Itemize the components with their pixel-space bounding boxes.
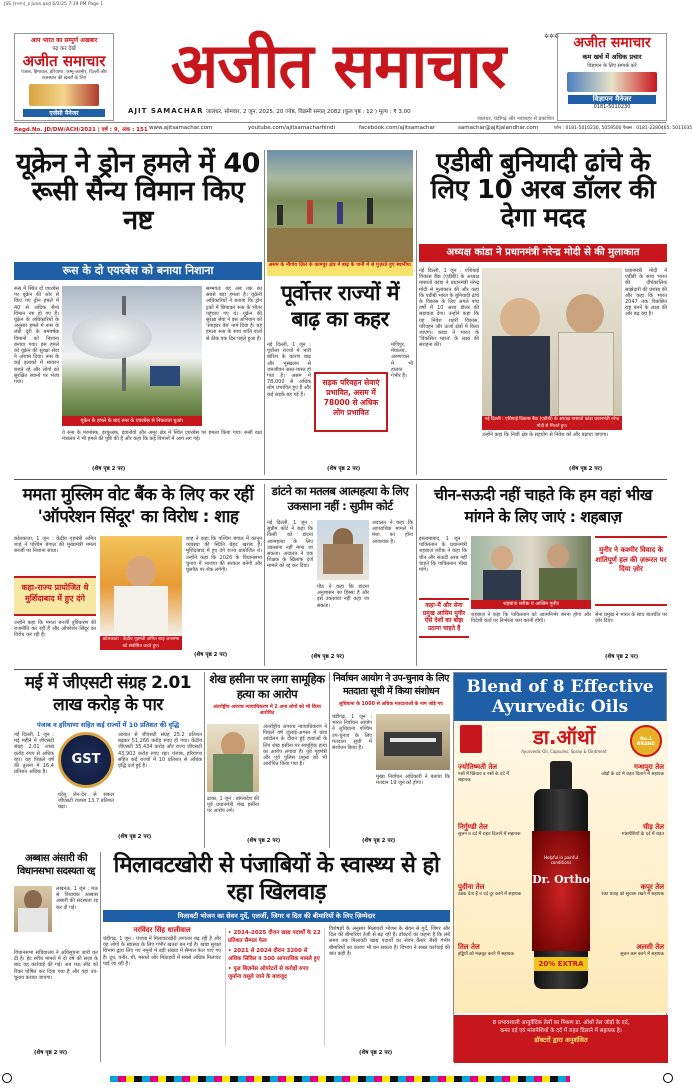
subhead-hasina: अंतर्राष्ट्रीय अपराध न्यायाधिकरण में 2 अन्य लोगों को भी किया आरोपित [213, 705, 321, 716]
subhead-ukraine: रूस के दो एयरबेस को बनाया निशाना [14, 262, 262, 280]
email-link[interactable]: samachar@ajitjalandhar.com [458, 125, 539, 131]
ad-badge [630, 725, 662, 757]
ad-extra: 20% EXTRA [534, 957, 588, 971]
right-ad-strip: विज्ञापन मैनेजर [568, 95, 656, 104]
adb-column1: नई दिल्ली, 1 जून : एशियाई विकास बैंक (एडीबी) के अध्यक्ष मासातो कांडा ने प्रधानमंत्री नरेन्द्र मोदी से मुलाकात की और कहा कि एडीबी भारत के बुनियादी ढांचे के विकास के लिए अगले पांच वर्षों में 10 अरब डॉलर की सहायता देगा। उन्होंने कहा कि यह निवेश शहरी विकास, परिवहन और ऊर्जा क्षेत्रों में किया जाएगा। कांडा ने भारत के 'विकसित भारत' के लक्ष्य की सराहना की। [419, 268, 479, 349]
subhead-ec: लुधियाना के 1000 से अधिक मतदाताओं के नाम जोड़े गए [339, 702, 443, 707]
ec-column2: मुख्य निर्वाचन अधिकारी ने बताया कि मतदान 19 जून को होगा। [376, 774, 450, 787]
flood-photo-caption: असम के नौगांव ज़िले के कामपुर क्षेत्र में बाढ़ के पानी में से गुज़रते हुए स्थानीय। [267, 262, 413, 276]
bullet2-text: 2021 से 2024 दौरान 3200 से अधिक सिविल व 300 आपराधिक मामले हुए [228, 948, 320, 962]
print-slug: JSS (२०२५)_३ June.qxd 6/2/25 7:19 PM Page 1 [4, 2, 104, 7]
ad-oils-left [458, 763, 522, 1003]
registration-mark [2, 1073, 12, 1083]
hasina-photo [207, 724, 259, 792]
adulter-bullet3: • फूड बिज़नेस ऑपरेटरों से करोड़ों रुपए जुर्माना वसूले जाने के बावजूद [228, 966, 309, 980]
oil-desc: रक्त प्रवाह को सुचारू रखने में सहायक [601, 892, 664, 897]
sc-column2: पीठ ने कहा कि डांटना अनुशासन का हिस्सा है और इसे उकसावा नहीं कहा जा सकता। [317, 584, 369, 609]
left-ad-top: आप भारत का सम्पूर्ण अखबार [30, 37, 98, 44]
oil-name: तिल तेल [458, 943, 480, 951]
shah-pullquote-text: कहा-राज्य प्रायोजित थे मुर्शिदाबाद में हुए दंगे [21, 583, 89, 603]
gst-logo [58, 732, 114, 788]
right-ad-image [567, 72, 657, 92]
oil-item [600, 943, 664, 1003]
headline-ec: निर्वाचन आयोग ने उप-चुनाव के लिए मतदाता सूची में किया संशोधन [333, 673, 449, 697]
abbas-continue: (शेष पृष्ठ 2 पर) [34, 1050, 68, 1056]
sc-photo [317, 520, 369, 580]
adulter-column3: विशेषज्ञों के अनुसार मिलावटी भोजन के सेवन से गुर्दे, जिगर और दिल की बीमारियां तेज़ी से बढ़ रही हैं। डॉक्टरों का कहना है कि लंबे समय तक मिलावटी खाद्य पदार्थों का सेवन कैंसर जैसी गंभीर बीमारियों का कारण भी बन सकता है। विभाग ने सख्त कार्रवाई की बात कही है। [329, 926, 450, 957]
ayurvedic-ad[interactable] [453, 672, 667, 1062]
abbas-photo [14, 886, 52, 932]
oil-desc: ठंडक देता है व दर्द दूर करने में सहायक [458, 892, 522, 897]
shehbaz-column1: इस्लामाबाद, 1 जून : पाकिस्तान के प्रधानमंत्री शहबाज़ शरीफ़ ने कहा कि चीन और सऊदी अरब नहीं चाहते कि पाकिस्तान भीख मांगे। [419, 536, 467, 574]
shehbaz-photo-caption: शहबाज़ शरीफ़ व आसिम मुनीर [471, 600, 591, 609]
oil-desc: हड्डियों को मज़बूत करने में सहायक [458, 952, 514, 957]
color-registration-bar [110, 1076, 570, 1082]
oil-desc: जोड़ों के दर्द में राहत दिलाने में सहायक [601, 772, 664, 777]
hasina-column1: ढाका, 1 जून : बांग्लादेश की पूर्व प्रधानमंत्री शेख हसीना पर आरोप लगे। [207, 796, 259, 815]
tagline: जालंधर, चंडीगढ़ और नवांशहर से प्रकाशित [477, 116, 554, 122]
oil-item [458, 763, 522, 823]
info-bar [14, 122, 692, 134]
adulter-bullets [225, 928, 325, 1046]
adb-continue: (शेष पृष्ठ 2 पर) [569, 466, 603, 472]
youtube-link[interactable]: youtube.com/ajitsamacharhindi [248, 125, 336, 131]
story-abbas [14, 852, 98, 1062]
shehbaz-continue: (शेष पृष्ठ 2 पर) [605, 654, 639, 660]
shehbaz-pullquote [419, 598, 469, 638]
story-election [332, 672, 450, 848]
shehbaz-column2: शहबाज़ ने कहा कि पाकिस्तान को आत्मनिर्भर बनना होगा और विदेशी कर्ज़ पर निर्भरता कम करनी होगी। [471, 612, 591, 625]
hasina-column2: अंतर्राष्ट्रीय अपराध न्यायाधिकरण ने पिछले वर्ष जुलाई-अगस्त में छात्र आंदोलन के दौरान हुई हत्याओं के लिए शेख हसीना पर सामूहिक हत्या का आरोप लगाया है। पूर्व गृहमंत्री और पूर्व पुलिस प्रमुख को भी आरोपित किया गया है। [263, 724, 327, 768]
adulter-bullet2: • 2021 से 2024 दौरान 3200 से अधिक सिविल व 300 आपराधिक मामले हुए [228, 948, 320, 962]
adb-photo-caption: नई दिल्ली : एशियाई विकास बैंक (एडीबी) के अध्यक्ष मासातो कांडा प्रधानमंत्री नरेन्द्र मोदी से मिलते हुए। [482, 416, 622, 430]
oil-item [600, 763, 664, 823]
headline-shehbaz: चीन-सऊदी नहीं चाहते कि हम वहां भीख मांगने के लिए जाएं : शहबाज़ [434, 486, 652, 526]
headline-adulteration: मिलावटखोरी से पंजाबियों के स्वास्थ्य से हो रहा खिलवाड़ [113, 853, 440, 905]
oil-desc: नसों में खिंचाव व नसों के दर्द में सहायक [458, 772, 509, 783]
shah-continue: (शेष पृष्ठ 2 पर) [194, 652, 228, 658]
facebook-link[interactable]: facebook.com/ajitsamachar [359, 125, 436, 131]
ad-bottle-tag: Helpful in painful conditions [543, 855, 579, 865]
northeast-continue: (शेष पृष्ठ 2 पर) [327, 466, 361, 472]
adulter-bullet1: • 2024-2025 दौरान खाद्य पदार्थों के 22 प्रतिशत सैम्पल फेल [228, 930, 321, 944]
shehbaz-side-note-text: मुनीर ने कश्मीर विवाद के शांतिपूर्ण हल की ज़रूरत पर दिया ज़ोर [595, 546, 667, 573]
shah-column1b: उन्होंने कहा कि ममता बनर्जी तुष्टिकरण की राजनीति कर रही हैं और ऑपरेशन सिंदूर का विरोध कर रही हैं। [14, 620, 96, 639]
oil-item [458, 883, 522, 943]
shah-photo-caption: कोलकाता : केंद्रीय गृहमंत्री अमित शाह जनसभा को संबोधित करते हुए। [100, 636, 182, 650]
ukraine-photo-caption: यूक्रेन के हमले के बाद रूस के एयरबेस से निकलता धुआं। [62, 416, 202, 426]
ec-column1: चंडीगढ़, 1 जून : भारत निर्वाचन आयोग ने लुधियाना पश्चिम उप-चुनाव के लिए मतदाता सूची में संशोधन किया है। [332, 714, 372, 752]
oil-item [600, 823, 664, 883]
left-ad-title: अजीत समाचार [22, 52, 106, 70]
ad-footer [454, 1015, 668, 1063]
shah-column1: कोलकाता, 1 जून : केंद्रीय गृहमंत्री अमित शाह ने पश्चिम बंगाल की मुख्यमंत्री ममता बनर्जी पर निशाना साधा। [14, 536, 96, 555]
story-northeast [267, 280, 413, 475]
byline-adulteration: नरविंदर सिंह धालीवाल [133, 926, 191, 934]
regd-number: Regd.No. JD/DW/ACH/2021 | वर्ष : 9, अंक : 151 [14, 127, 148, 133]
adulter-continue: (शेष पृष्ठ 2 पर) [359, 1050, 393, 1056]
oil-name: पुदीना तेल [458, 883, 485, 891]
sc-column1: नई दिल्ली, 1 जून : सुप्रीम कोर्ट ने कहा कि किसी को डांटना आत्महत्या के लिए उकसाना नहीं माना जा सकता। अदालत ने एक शिक्षक के खिलाफ दर्ज मामले को रद्द कर दिया। [267, 520, 313, 570]
oil-item [458, 823, 522, 883]
ad-bottle-brand: Dr. Ortho [532, 873, 590, 886]
ukraine-column-bottom: ये रूस के मरमांस्क, इरकुत्स्क, इवानोवो और अमूर क्षेत्र में स्थित एयरबेस पर हमला किया गया। रूसी रक्षा मंत्रालय ने भी हमले की पुष्टि की है और कहा कि कई विमानों में आग लग गई। [62, 430, 262, 443]
ad-footer-line1: 8 प्रभावशाली आयुर्वेदिक तेलों का मिश्रण डा. ऑर्थो तेल जोड़ों के दर्द, [492, 1020, 630, 1026]
ukraine-continue: (शेष पृष्ठ 2 पर) [92, 466, 126, 472]
ukraine-photo [62, 286, 202, 416]
oil-name: कपूर तेल [640, 883, 664, 891]
story-ukraine [14, 150, 262, 475]
sc-continue: (शेष पृष्ठ 2 पर) [311, 654, 345, 660]
hasina-continue: (शेष पृष्ठ 2 पर) [247, 838, 281, 844]
left-ad-mid: पढ़ कर देखें [52, 46, 76, 52]
adb-photo [482, 268, 622, 416]
ad-brand-sub: Ayurvedic Oil, Capsules, Spray & Ointment [521, 749, 607, 754]
left-masthead-ad [14, 33, 114, 121]
phone-line: फोन : 0181-5010230, 5059500 फैक्स : 0181-2280465, 5011035 [554, 126, 692, 131]
story-adulteration [103, 852, 450, 1062]
right-ad-line1: कम खर्च में अधिक प्रचार [582, 53, 642, 61]
right-masthead-ad [557, 33, 667, 121]
adulter-column1: चंडीगढ़, 1 जून : पंजाब में मिलावटखोरी लगातार बढ़ रही है और यह लोगों के स्वास्थ्य के लिए गंभीर खतरा बन गई है। खाद्य सुरक्षा विभाग द्वारा लिए गए नमूनों में बड़ी संख्या में सैम्पल फेल पाए गए हैं। दूध, पनीर, घी, मसाले और मिठाइयों में सबसे अधिक मिलावट पाई जा रही है। [103, 936, 221, 967]
shah-pullquote [14, 576, 96, 616]
oil-name: चीड़ तेल [642, 823, 664, 831]
sc-column3: अदालत ने कहा कि आपराधिक मामले में मंशा का होना आवश्यक है। [372, 520, 413, 545]
ad-title: Blend of 8 Effective Ayurvedic Oils [454, 673, 666, 721]
ad-body [454, 721, 668, 1013]
subhead-gst: पंजाब व हरियाणा सहित कई राज्यों में 10 प्रतिशत की वृद्धि [36, 721, 180, 729]
northeast-column3: मणिपुर, मेघालय, अरुणाचल में भी हालात गंभीर हैं। [391, 342, 413, 380]
northeast-callout [314, 372, 388, 432]
oil-item [600, 883, 664, 943]
website-link[interactable]: www.ajitsamachar.com [149, 125, 213, 131]
story-shah [14, 484, 262, 666]
ec-photo [376, 714, 450, 770]
story-gst [14, 672, 202, 848]
dateline: जालंधर, सोमवार, 2 जून, 2025, 20 ज्येष्ठ, विक्रमी सम्वत् 2082 (कुल पृष्ठ : 12 ) मूल्य : ₹ 3.00 [206, 109, 411, 115]
headline-sc: डांटने का मतलब आत्महत्या के लिए उकसाना नहीं : सुप्रीम कोर्ट [271, 484, 409, 513]
subhead-adb: अध्यक्ष कांडा ने प्रधानमंत्री नरेन्द्र मोदी से की मुलाकात [419, 244, 667, 262]
abbas-column1: लखनऊ, 1 जून : मऊ से विधायक अब्बास अंसारी की सदस्यता रद्द कर दी गई। [56, 886, 98, 911]
gst-column3: आयात से जीएसटी संग्रह 25.2 प्रतिशत बढ़कर 51,266 करोड़ रुपए हो गया। केंद्रीय जीएसटी 35,434 करोड़ और राज्य जीएसटी 43,902 करोड़ रुपए रहा। पंजाब, हरियाणा सहित कई राज्यों में 10 प्रतिशत से अधिक वृद्धि दर्ज हुई है। [118, 732, 202, 770]
adb-column3: प्रधानमंत्री मोदी ने एडीबी के साथ भारत की दीर्घकालिक साझेदारी की प्रशंसा की और कहा कि भारत 2047 तक विकसित राष्ट्र बनने के लक्ष्य की ओर बढ़ रहा है। [625, 268, 667, 318]
story-supreme-court [267, 484, 413, 666]
shehbaz-pullquote-text: कहा-मैं और सेना प्रमुख आसिम मुनीर ऐसे देशों का बोझ उठाना चाहते हैं [422, 602, 466, 632]
headline-adb: एडीबी बुनियादी ढांचे के लिए 10 अरब डॉलर की देगा मदद [430, 148, 656, 233]
gst-continue: (शेष पृष्ठ 2 पर) [118, 834, 152, 840]
oil-item [458, 943, 522, 1003]
flourish-dots: ✲✲✲ [544, 33, 560, 40]
bullet3-text: फूड बिज़नेस ऑपरेटरों से करोड़ों रुपए जुर्माना वसूले जाने के बावजूद [228, 966, 309, 980]
oil-name: ज्योतिष्मती तेल [458, 763, 498, 771]
subhead-adulteration: मिलावटी भोजन का सेवन गुर्दे, एलर्जी, जिगर व दिल की बीमारियों के लिए ज़िम्मेदार [103, 910, 450, 922]
oil-desc: सूजन व दर्द में राहत दिलाने में सहायक [458, 832, 521, 837]
shehbaz-photo [471, 536, 591, 600]
story-hasina [207, 672, 327, 848]
ukraine-column1: रूस में स्थित दो एयरबेस पर यूक्रेन की ओर से किए गए ड्रोन हमले में 40 से अधिक सैन्य विमान नष्ट हो गए हैं। यूक्रेन के अधिकारियों के अनुसार हमले में रूस के लंबी दूरी के बमवर्षक विमानों को निशाना बनाया गया। इस हमले को यूक्रेन की सुरक्षा सेवा ने अंजाम दिया। रूस के कई इलाकों में सायरन बजते रहे और लोगों को सुरक्षित स्थानों पर भेजा गया। [14, 286, 59, 386]
shehbaz-side-note [595, 536, 667, 606]
adb-column-bottom: उन्होंने कहा कि निजी क्षेत्र के सहयोग से निवेश को और बढ़ाया जाएगा। [482, 432, 609, 438]
headline-northeast: पूर्वोत्तर राज्यों में बाढ़ का कहर [281, 281, 399, 331]
northeast-callout-text: सड़क परिवहन सेवाएं प्रभावित, असम में 78000 से अधिक लोग प्रभावित [322, 378, 380, 417]
left-ad-image [29, 84, 99, 106]
northeast-column1: नई दिल्ली, 1 जून : पूर्वोत्तर राज्यों में भारी बारिश के कारण बाढ़ और भूस्खलन से जनजीवन अस्त-व्यस्त हो गया है। असम में 78,000 से अधिक लोग प्रभावित हुए हैं और कई सड़कें बह गई हैं। [267, 342, 311, 398]
abbas-column2: विधानसभा सचिवालय ने अधिसूचना जारी कर दी है। हेट स्पीच मामले में दो वर्ष की सज़ा के बाद यह कार्रवाई की गई। अब मऊ सीट को रिक्त घोषित कर दिया गया है और वहां उप-चुनाव कराया जाएगा। [14, 950, 98, 981]
left-ad-desc: पंजाब, हिमाचल, हरियाणा, जम्मू-कश्मीर, दिल्ली और राजस्थान की खबरों के लिए [21, 70, 107, 81]
shah-photo [100, 536, 182, 636]
flood-photo [267, 150, 413, 262]
ad-footer-line2: कमर दर्द एवं मांसपेशियों के दर्द में राहत दिलाने में सहायक है। [500, 1028, 622, 1034]
headline-shah: ममता मुस्लिम वोट बैंक के लिए कर रहीं 'ऑपरेशन सिंदूर' का विरोध : शाह [22, 485, 254, 527]
gst-column1: नई दिल्ली, 1 जून : मई महीने में जीएसटी संग्रह 2.01 लाख करोड़ रुपए से अधिक रहा। यह पिछले वर्ष की तुलना में 16.4 प्रतिशत अधिक है। [14, 732, 54, 776]
ukraine-column3: सम्भवतः यह अब तक का सबसे बड़ा हमला है। यूक्रेनी अधिकारियों ने बताया कि ड्रोन ट्रकों में छिपाकर रूस के भीतर पहुंचाए गए थे। यूक्रेन की सुरक्षा सेवा ने इस अभियान को 'स्पाइडर वेब' नाम दिया है। यह हमला रूस के साथ शांति वार्ता से ठीक एक दिन पहले हुआ है। [206, 286, 262, 342]
ad-leaf-icon [460, 725, 482, 753]
story-adb [419, 150, 667, 475]
oil-name: गन्धपूरा तेल [633, 763, 664, 771]
gst-column2: घरेलू लेन-देन से सकल जीएसटी राजस्व 13.7 प्रतिशत बढ़ा। [58, 792, 114, 811]
oil-desc: सूजन कम करने में सहायक [620, 952, 664, 957]
ad-bottle [526, 761, 596, 1001]
headline-ukraine: यूक्रेन ने ड्रोन हमले में 40 रूसी सैन्य विमान किए नष्ट [16, 148, 260, 236]
oil-desc: मांसपेशियों के दर्द में राहत [621, 832, 664, 837]
ad-oils-right [600, 763, 664, 1003]
newspaper-title: अजीत समाचार [170, 29, 506, 102]
right-ad-title: अजीत समाचार [573, 35, 651, 51]
bullet1-text: 2024-2025 दौरान खाद्य पदार्थों के 22 प्रतिशत सैम्पल फेल [228, 930, 321, 944]
oil-name: अलसी तेल [636, 943, 664, 951]
headline-gst: मई में जीएसटी संग्रह 2.01 लाख करोड़ के पार [24, 673, 192, 715]
gst-logo-text: GST [71, 752, 101, 767]
oil-name: निर्गुण्डी तेल [458, 823, 488, 831]
registration-mark [663, 1073, 673, 1083]
left-ad-strip: एजेंसी मैनेजर [23, 109, 105, 117]
ec-continue: (शेष पृष्ठ 2 पर) [362, 838, 396, 844]
headline-hasina: शेख हसीना पर लगा सामूहिक हत्या का आरोप [209, 672, 325, 701]
ad-brand: डा.ऑर्थो [533, 725, 595, 749]
story-shehbaz [419, 484, 667, 666]
shehbaz-column3: सेना प्रमुख ने भारत के साथ बातचीत पर ज़ोर दिया। [595, 612, 667, 625]
ad-footer-line3: डॉक्टरों द्वारा अनुशंसित [534, 1036, 588, 1044]
right-ad-line2: विज्ञापन के लिए सम्पर्क करें [587, 63, 637, 69]
right-ad-phone: 0181-5010230 [593, 104, 631, 110]
latin-title: AJIT SAMACHAR [128, 107, 204, 115]
headline-abbas: अब्बास अंसारी की विधानसभा सदस्यता रद्द [17, 853, 95, 877]
shah-column3: शाह ने कहा कि पश्चिम बंगाल में कानून व्यवस्था की स्थिति बेहद खराब है। मुर्शिदाबाद में हुए दंगे राज्य प्रायोजित थे। उन्होंने कहा कि 2026 के विधानसभा चुनाव में भाजपा की सरकार बनेगी और घुसपैठ पर रोक लगेगी। [186, 536, 262, 574]
ad-badge-text: No.1 BRAND [637, 737, 655, 747]
